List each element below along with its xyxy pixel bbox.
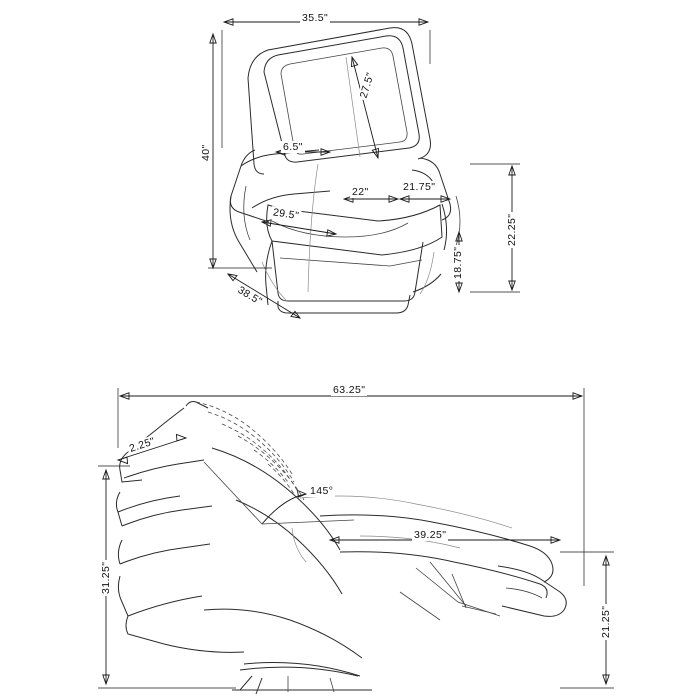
dimension-label-overall-width: 35.5": [302, 12, 329, 24]
dimension-label-reclined-length: 63.25": [333, 384, 366, 396]
dimension-label-reclined-height: 31.25": [100, 561, 112, 594]
dimension-label-arm-height: 6.5": [283, 141, 303, 153]
dimension-label-overall-height: 40": [200, 144, 212, 161]
dimension-label-seat-to-footrest: 39.25": [414, 529, 447, 541]
dimension-label-headrest-offset: 2.25": [127, 435, 157, 455]
dimension-label-footrest-height: 21.25": [600, 605, 612, 638]
dimension-label-arm-to-floor: 22.25": [506, 213, 518, 246]
dimension-label-overall-depth: 38.5": [235, 284, 265, 308]
reclined-dimension-lines: [98, 388, 614, 688]
dimension-label-seat-height: 18.75": [452, 246, 464, 279]
dimension-label-backrest-height: 27.5": [357, 71, 377, 100]
dimension-label-seat-width: 22": [352, 186, 369, 198]
reclined-chair-illustration: [116, 402, 566, 695]
dimension-label-seat-depth-right: 21.75": [403, 181, 436, 193]
upright-chair-illustration: [230, 28, 460, 313]
dimension-label-recline-angle: 145°: [310, 485, 334, 497]
dimension-label-seat-depth-left: 29.5": [272, 206, 300, 223]
